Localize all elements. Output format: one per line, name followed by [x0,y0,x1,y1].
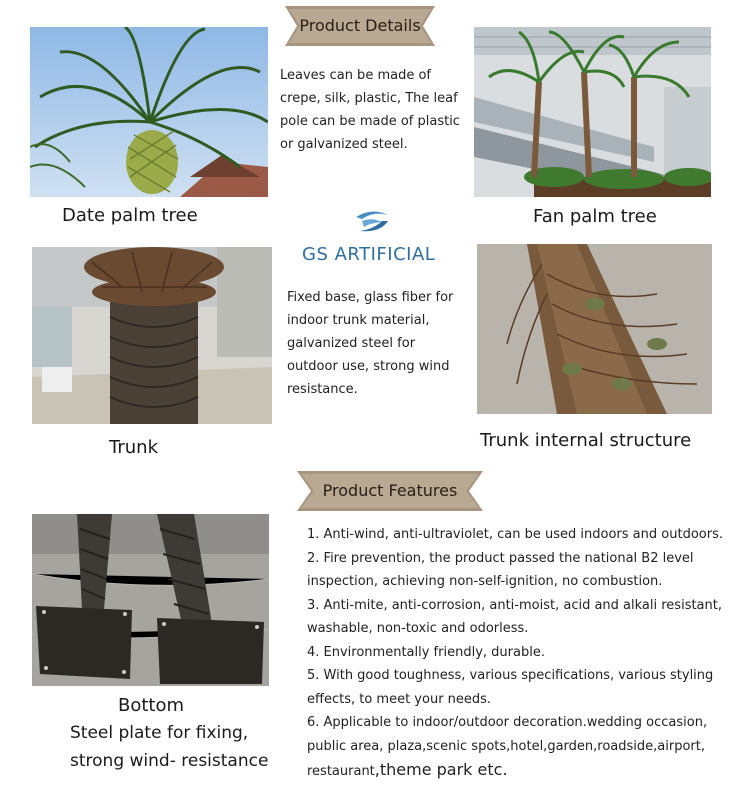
feature-line: 4. Environmentally friendly, durable. [307,644,545,660]
bottom-caption: Bottom [118,695,185,716]
fan-palm-photo [474,27,711,197]
date-palm-photo [30,27,268,197]
product-details-banner [285,6,435,46]
product-details-title: Product Details [299,16,421,35]
product-features-banner [297,471,483,511]
product-features-title: Product Features [322,481,458,500]
trunk-internal-caption: Trunk internal structure [480,430,692,451]
date-palm-caption: Date palm tree [62,205,198,226]
leaves-description: Leaves can be made of crepe, silk, plastic, The leaf pole can be made of plastic or galvanized steel. [280,68,460,152]
feature-line: washable, non-toxic and odorless. [307,621,529,636]
feature-line: 5. With good toughness, various specifications, various styling [307,668,714,683]
bottom-photo [32,514,269,686]
feature-line-last [307,758,747,784]
trunk-photo [32,247,272,424]
feature-line: 6. Applicable to indoor/outdoor decoration.wedding occasion, [307,715,708,730]
brand-name: GS ARTIFICIAL [302,244,436,265]
feature-line: public area, plaza,scenic spots,hotel,garden,roadside,airport, [307,738,705,754]
feature-line: 3. Anti-mite, anti-corrosion, anti-moist, acid and alkali resistant, [307,597,722,613]
features-list [307,523,747,784]
trunk-caption: Trunk [109,437,158,458]
feature-last-large: ,theme park etc. [374,760,508,779]
bottom-desc-line-1: Steel plate for fixing, [70,723,249,743]
feature-line: 1. Anti-wind, anti-ultraviolet, can be used indoors and outdoors. [307,527,723,542]
fan-palm-caption: Fan palm tree [533,206,657,227]
feature-line: 2. Fire prevention, the product passed the national B2 level [307,550,694,566]
trunk-description: Fixed base, glass fiber for indoor trunk material, galvanized steel for outdoor use, strong wind resistance. [287,290,454,397]
bottom-desc-line-2: strong wind- resistance [70,751,269,771]
gs-logo-icon [352,207,392,239]
feature-line: effects, to meet your needs. [307,691,492,707]
trunk-internal-photo [477,244,712,414]
feature-last-small: restaurant [307,764,375,779]
feature-line: inspection, achieving non-self-ignition, no combustion. [307,574,663,589]
